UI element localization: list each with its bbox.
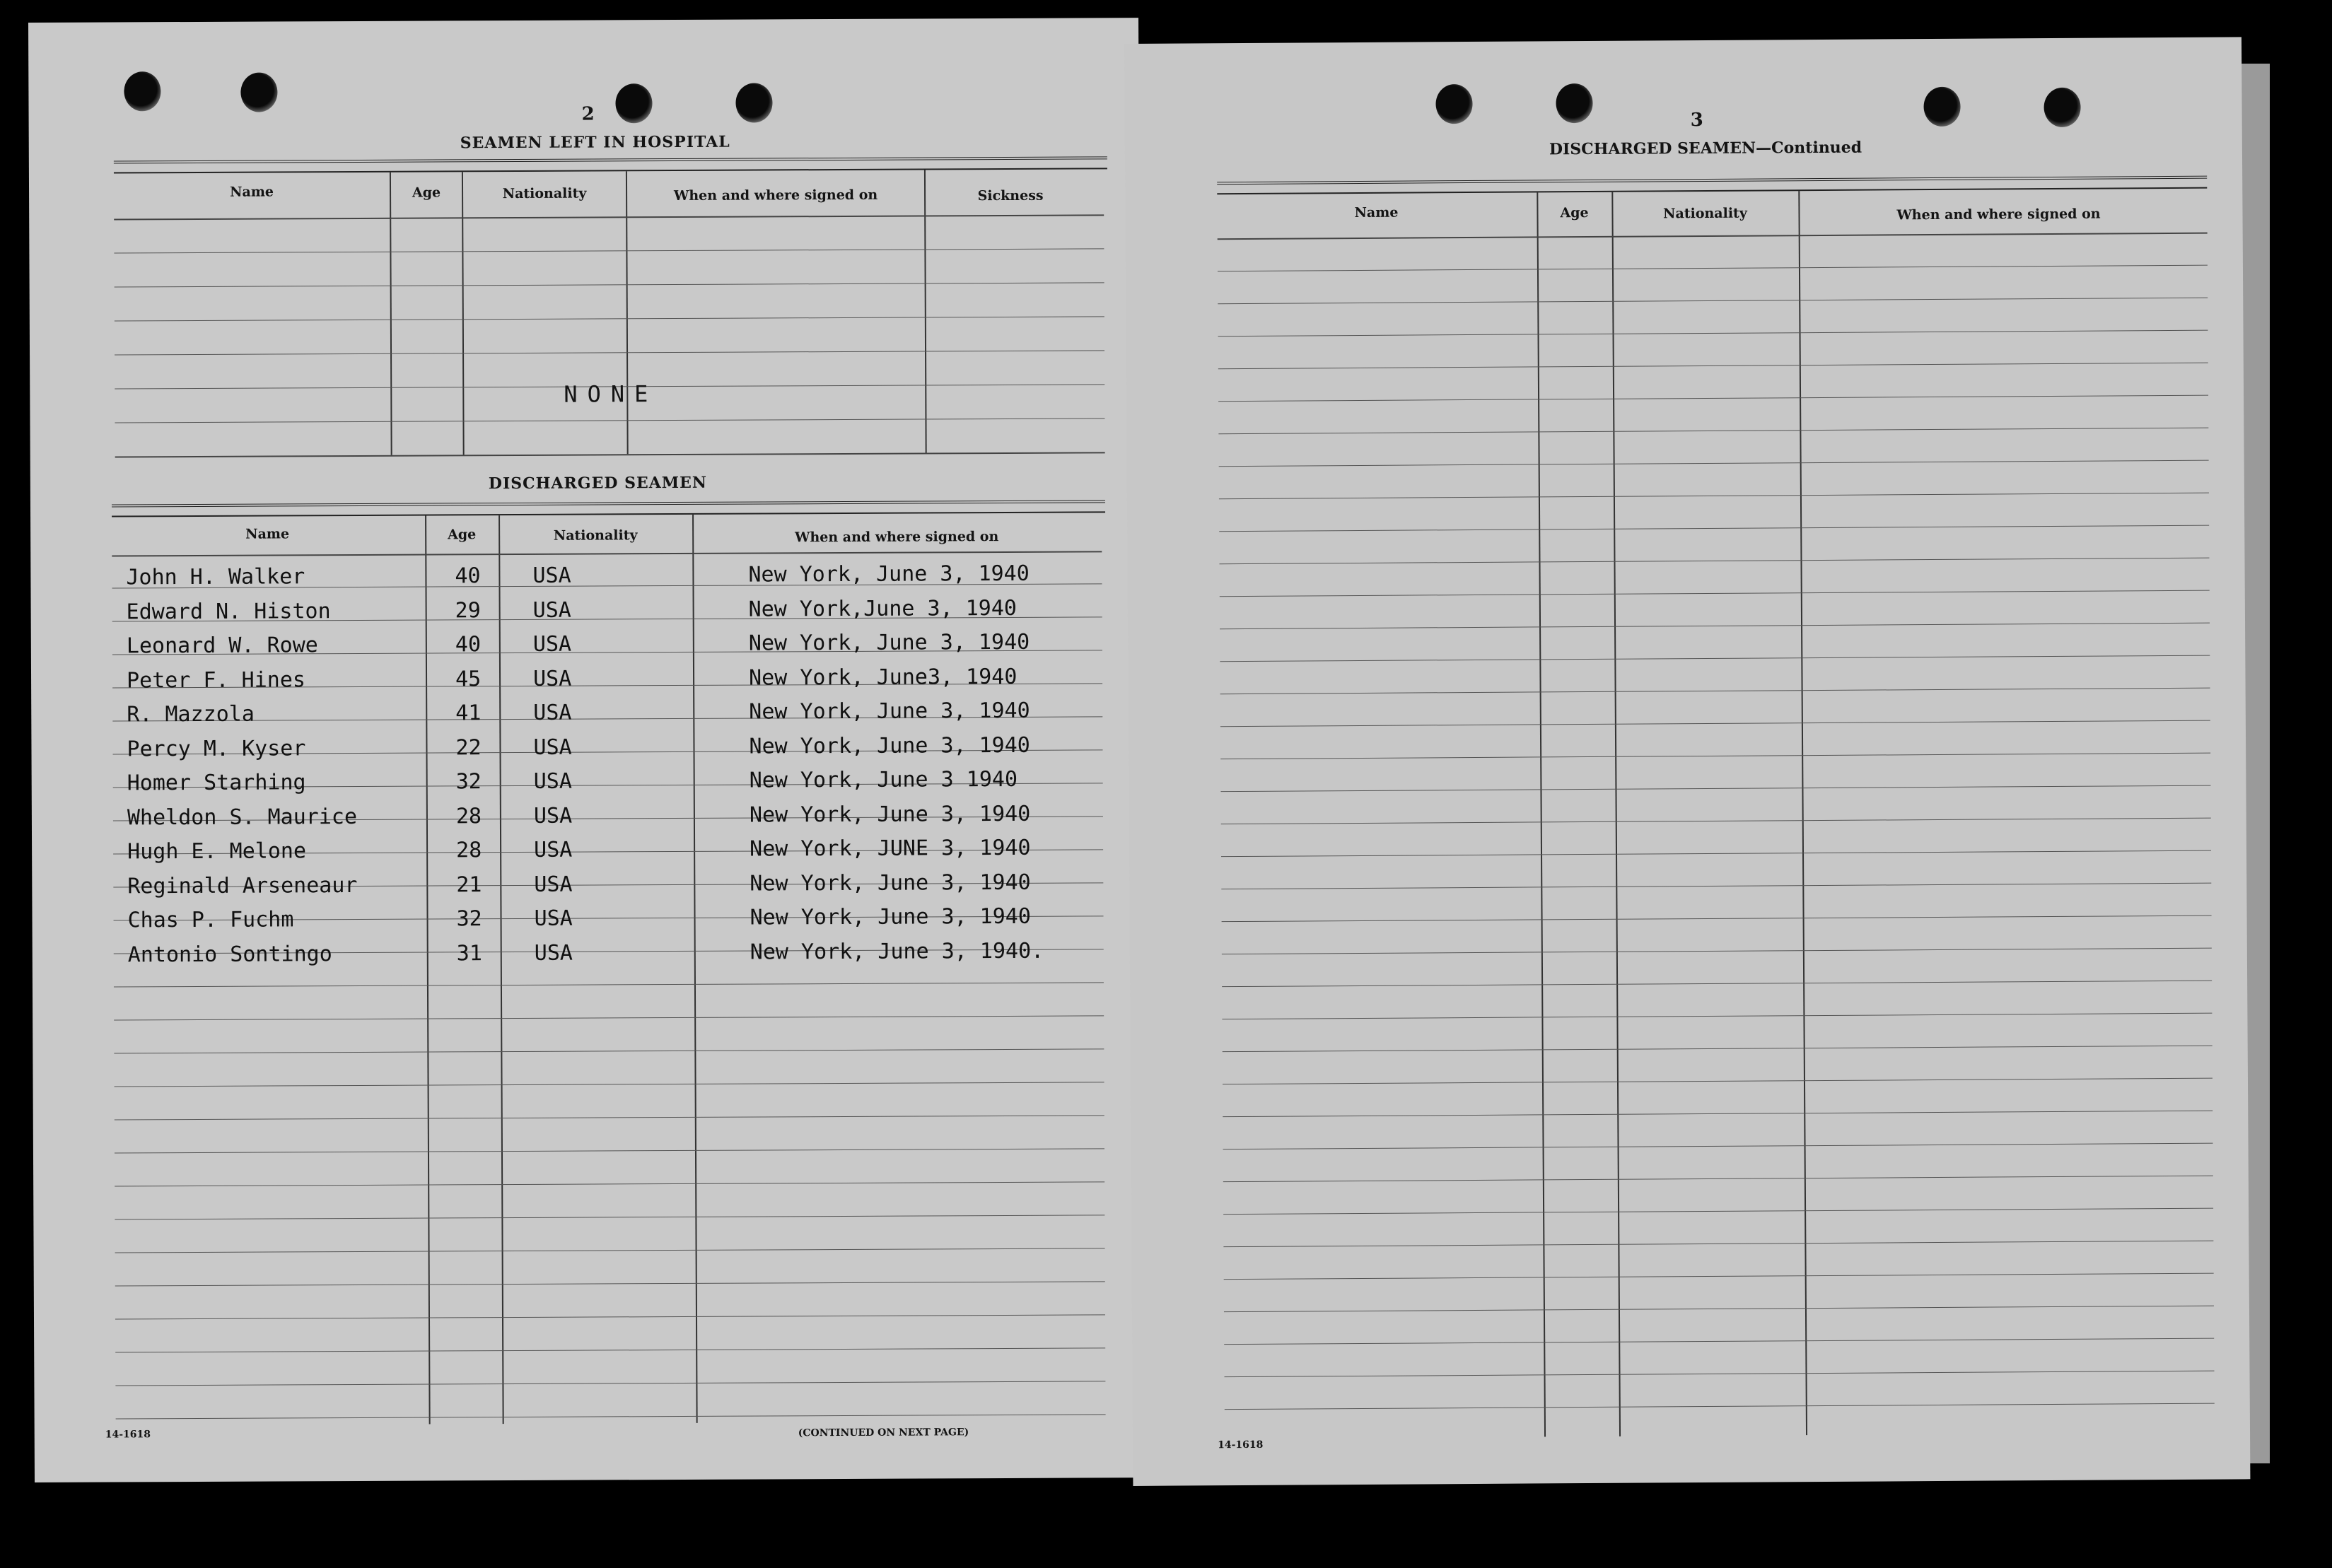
ruled-line (115, 1148, 1104, 1153)
ruled-line (1223, 1208, 2213, 1215)
seaman-age: 40 (455, 563, 481, 589)
seaman-name: Wheldon S. Maurice (127, 804, 358, 830)
none-stamp: NONE (564, 380, 658, 408)
seaman-nationality: USA (532, 563, 571, 588)
ruled-line (116, 1414, 1106, 1419)
seaman-nationality: USA (533, 700, 572, 725)
form-number: 14-1618 (105, 1429, 151, 1441)
ruled-line (115, 1248, 1105, 1253)
seaman-name: Percy M. Kyser (127, 735, 306, 761)
ruled-line (1221, 850, 2211, 858)
form-number: 14-1618 (1218, 1439, 1264, 1451)
punch-hole (2044, 88, 2080, 127)
seaman-signed-on: New York, June 3, 1940. (750, 938, 1044, 965)
ruled-line (1221, 883, 2211, 890)
ruled-line (1223, 1241, 2213, 1248)
ruled-line (1220, 785, 2210, 792)
punch-hole (615, 83, 652, 123)
punch-hole (1923, 87, 1960, 127)
seaman-signed-on: New York, June 3, 1940 (749, 732, 1030, 759)
seaman-nationality: USA (532, 597, 571, 623)
ruled-line (1222, 915, 2212, 923)
seaman-nationality: USA (532, 631, 572, 657)
seaman-name: Chas P. Fuchm (127, 907, 294, 933)
seaman-age: 40 (455, 632, 482, 657)
ruled-line (115, 1115, 1104, 1120)
ruled-line (1223, 1078, 2213, 1085)
seaman-nationality: USA (533, 735, 572, 760)
left-page (28, 18, 1145, 1482)
column-header-nationality: Nationality (502, 185, 587, 202)
seaman-name: Hugh E. Melone (127, 838, 307, 865)
seaman-signed-on: New York, June 3, 1940 (750, 870, 1031, 896)
section-title-continued: DISCHARGED SEAMEN—Continued (1549, 138, 1862, 159)
ruled-line (1223, 1046, 2213, 1053)
ruled-lines (1124, 37, 2241, 44)
column-header-nationality: Nationality (1663, 205, 1747, 222)
seaman-signed-on: New York, June 3, 1940 (749, 801, 1031, 828)
punch-hole (1435, 84, 1472, 124)
ruled-line (1220, 688, 2210, 695)
seaman-age: 29 (455, 597, 481, 623)
page-number: 2 (581, 103, 595, 125)
punch-hole (240, 72, 277, 112)
column-header-sickness: Sickness (977, 187, 1044, 204)
ruled-line (1224, 1306, 2214, 1313)
ruled-line (1219, 558, 2209, 565)
column-header-age: Age (412, 185, 441, 201)
ruled-line (1222, 981, 2212, 988)
right-page (1124, 37, 2250, 1486)
page-number: 3 (1690, 110, 1703, 131)
ruled-line (1224, 1273, 2214, 1280)
ruled-line (1218, 298, 2208, 305)
seaman-age: 22 (455, 735, 482, 760)
column-header-name: Name (1354, 204, 1399, 221)
seaman-age: 28 (456, 838, 482, 863)
ruled-line (115, 1082, 1104, 1087)
column-header-signed-on: When and where signed on (1896, 206, 2101, 223)
column-header-name: Name (245, 526, 290, 542)
ruled-line (1222, 948, 2212, 955)
ruled-line (1219, 525, 2209, 532)
ruled-line (1218, 265, 2208, 272)
section-title-hospital: SEAMEN LEFT IN HOSPITAL (460, 132, 730, 153)
column-header-age: Age (1560, 204, 1589, 221)
seaman-name: Reginald Arseneaur (127, 872, 358, 899)
ruled-line (1225, 1371, 2215, 1378)
seaman-age: 28 (455, 803, 482, 829)
seaman-age: 41 (455, 701, 482, 726)
seaman-nationality: USA (533, 768, 572, 794)
seaman-signed-on: New York, JUNE 3, 1940 (750, 835, 1031, 862)
ruled-line (115, 1381, 1105, 1386)
ruled-line (1221, 818, 2211, 825)
continued-note: (CONTINUED ON NEXT PAGE) (798, 1427, 969, 1439)
ruled-line (1222, 1013, 2212, 1020)
ruled-line (1220, 623, 2210, 630)
ruled-line (115, 1314, 1105, 1319)
ruled-line (1220, 590, 2210, 597)
seaman-signed-on: New York, June 3 1940 (749, 766, 1018, 793)
seaman-name: Leonard W. Rowe (126, 633, 318, 659)
seaman-nationality: USA (532, 666, 572, 691)
seaman-age: 32 (456, 906, 482, 932)
ruled-line (1218, 330, 2208, 337)
ruled-line (1224, 1338, 2214, 1345)
column-header-age: Age (448, 527, 477, 543)
seaman-age: 31 (456, 940, 482, 966)
ruled-line (115, 1215, 1104, 1219)
punch-hole (124, 71, 161, 111)
section-title-discharged: DISCHARGED SEAMEN (488, 473, 708, 493)
punch-hole (735, 83, 772, 122)
seaman-nationality: USA (534, 837, 573, 862)
ruled-line (1225, 1403, 2215, 1410)
seaman-name: John H. Walker (126, 564, 305, 590)
seaman-signed-on: New York, June 3, 1940 (750, 903, 1031, 930)
column-header-name: Name (230, 184, 274, 200)
ruled-line (115, 1281, 1105, 1286)
seaman-nationality: USA (534, 872, 573, 897)
seaman-signed-on: New York, June 3, 1940 (749, 698, 1030, 725)
seaman-age: 45 (455, 666, 482, 691)
seaman-signed-on: New York, June 3, 1940 (748, 629, 1030, 656)
ruled-line (114, 982, 1104, 987)
punch-hole (1556, 83, 1592, 123)
seaman-age: 21 (456, 872, 482, 897)
ruled-line (115, 1181, 1104, 1186)
column-header-nationality: Nationality (553, 527, 638, 544)
seaman-signed-on: New York,June 3, 1940 (748, 595, 1017, 622)
seaman-signed-on: New York, June3, 1940 (748, 664, 1018, 691)
seaman-name: Peter F. Hines (126, 667, 306, 693)
seaman-name: Edward N. Histon (126, 598, 331, 624)
ruled-lines (28, 18, 1138, 23)
ruled-line (114, 1015, 1104, 1020)
seaman-nationality: USA (534, 906, 573, 931)
seaman-nationality: USA (533, 803, 573, 829)
seaman-signed-on: New York, June 3, 1940 (748, 561, 1030, 587)
ruled-line (1218, 428, 2208, 435)
seaman-name: Antonio Sontingo (127, 941, 332, 967)
column-header-signed-on: When and where signed on (673, 187, 878, 204)
ruled-line (1220, 753, 2210, 760)
ruled-line (1219, 493, 2209, 500)
ruled-line (114, 1048, 1104, 1053)
ruled-line (1223, 1143, 2213, 1150)
ruled-line (115, 1347, 1105, 1352)
seaman-nationality: USA (534, 940, 573, 966)
seaman-age: 32 (455, 769, 482, 795)
seaman-name: R. Mazzola (127, 701, 255, 727)
ruled-line (1218, 363, 2208, 370)
ruled-line (1219, 460, 2209, 467)
seaman-name: Homer Starhing (127, 770, 306, 796)
ruled-line (1220, 655, 2210, 662)
column-header-signed-on: When and where signed on (795, 529, 999, 546)
ruled-line (1223, 1176, 2213, 1183)
ruled-line (1218, 395, 2208, 402)
ruled-line (1220, 720, 2210, 727)
ruled-line (1223, 1111, 2213, 1118)
